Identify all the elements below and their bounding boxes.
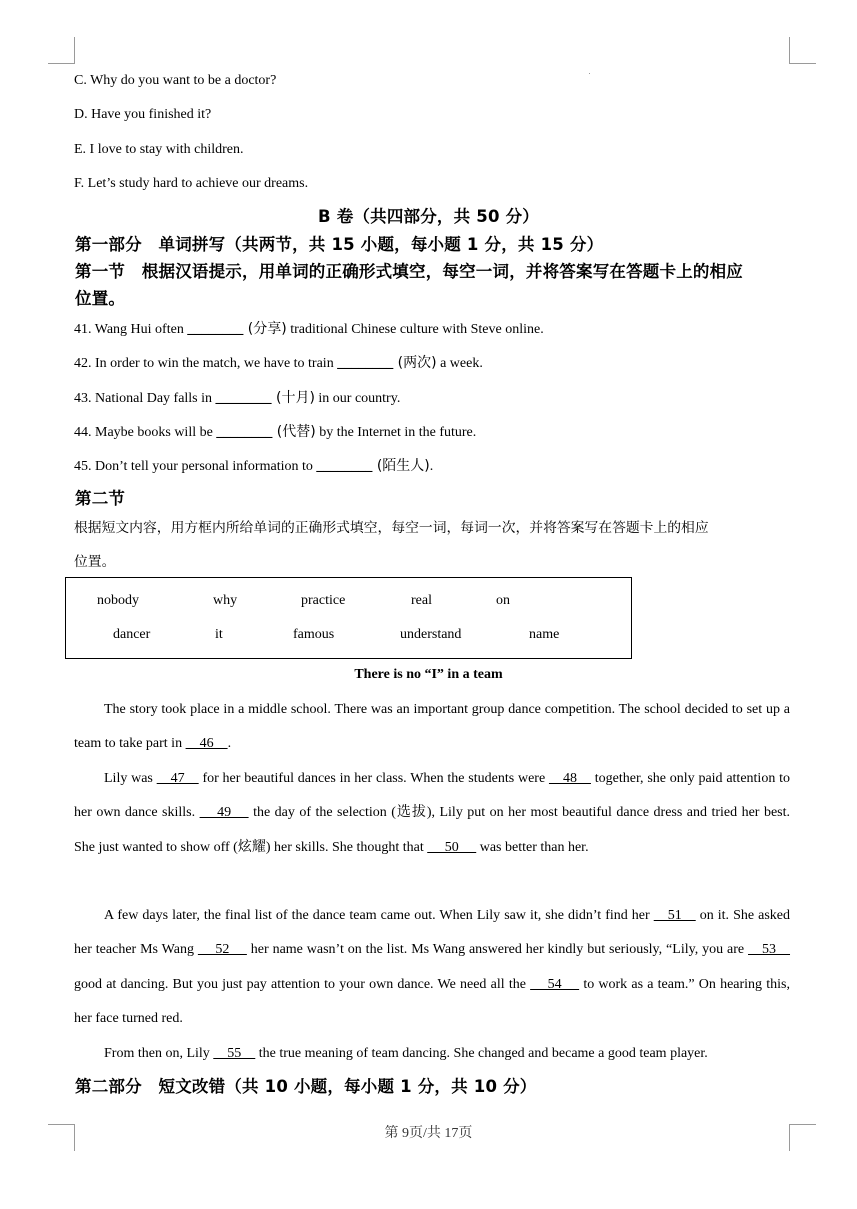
word-item: real bbox=[411, 593, 432, 608]
part1-title: 第一部分 单词拼写（共两节，共 15 小题，每小题 1 分，共 15 分） bbox=[75, 235, 604, 254]
part1-section2-instruction: 根据短文内容，用方框内所给单词的正确形式填空，每空一词，每词一次，并将答案写在答题卡上的相应 bbox=[74, 520, 709, 536]
passage-paragraph-3: A few days later, the final list of the dance team came out. When Lily saw it, she didn’t find her 51 on it. She asked her teacher Ms Wang 52 her name wasn’t on the list. Ms Wang answered her kindly but seriously, “Lily, you are 53 good at dancing. But you just pay attention to your own dance. We need all the 54 to work as a team.” On hearing this, her face turned red. bbox=[74, 899, 790, 1036]
answer-blank-48[interactable]: 48 bbox=[548, 771, 591, 786]
answer-blank-52[interactable]: 52 bbox=[197, 942, 247, 958]
passage-paragraph-1: The story took place in a middle school. There was an important group dance competition. The school decided to set up a team to take part in 46 . bbox=[74, 693, 790, 762]
answer-blank-45[interactable]: ________ bbox=[316, 459, 373, 474]
word-item: famous bbox=[293, 627, 335, 642]
part2-title: 第二部分 短文改错（共 10 小题，每小题 1 分，共 10 分） bbox=[75, 1077, 537, 1096]
speck bbox=[589, 73, 590, 74]
question-45: 45. Don’t tell your personal information to ________ (陌生人). bbox=[74, 458, 434, 474]
answer-blank-55[interactable]: 55 bbox=[213, 1046, 256, 1061]
answer-blank-41[interactable]: ________ bbox=[187, 322, 244, 337]
part1-section2-instruction-cont: 位置。 bbox=[74, 554, 116, 570]
page-number: 第 9页/共 17页 bbox=[384, 1126, 473, 1141]
answer-blank-50[interactable]: 50 bbox=[427, 839, 477, 855]
word-item: name bbox=[529, 627, 560, 642]
word-item: why bbox=[213, 593, 238, 608]
answer-blank-54[interactable]: 54 bbox=[530, 976, 580, 992]
answer-blank-46[interactable]: 46 bbox=[185, 736, 228, 752]
answer-blank-51[interactable]: 51 bbox=[653, 908, 696, 923]
section-b-title: B 卷（共四部分，共 50 分） bbox=[318, 207, 539, 226]
word-item: understand bbox=[400, 627, 462, 642]
word-item: it bbox=[215, 627, 223, 642]
word-item: practice bbox=[301, 593, 346, 608]
option-e: E. I love to stay with children. bbox=[74, 142, 244, 157]
question-42: 42. In order to win the match, we have to train ________ (两次) a week. bbox=[74, 355, 483, 371]
answer-blank-53[interactable]: 53 bbox=[748, 942, 791, 958]
passage-title: There is no “I” in a team bbox=[354, 667, 503, 682]
word-item: on bbox=[496, 593, 510, 608]
answer-blank-42[interactable]: ________ bbox=[337, 356, 394, 371]
word-box bbox=[65, 577, 632, 659]
question-43: 43. National Day falls in ________ (十月) in our country. bbox=[74, 390, 401, 406]
corner-mark-top-right bbox=[789, 37, 816, 64]
question-44: 44. Maybe books will be ________ (代替) by the Internet in the future. bbox=[74, 424, 477, 440]
option-c: C. Why do you want to be a doctor? bbox=[74, 73, 277, 88]
corner-mark-top-left bbox=[48, 37, 75, 64]
question-41: 41. Wang Hui often ________ (分享) traditional Chinese culture with Steve online. bbox=[74, 321, 544, 337]
option-d: D. Have you finished it? bbox=[74, 107, 212, 122]
answer-blank-43[interactable]: ________ bbox=[215, 391, 272, 406]
part1-section1-instruction-cont: 位置。 bbox=[75, 289, 126, 308]
passage-paragraph-4: From then on, Lily 55 the true meaning of team dancing. She changed and became a good team player. bbox=[74, 1037, 790, 1071]
part1-section1-instruction: 第一节 根据汉语提示，用单词的正确形式填空，每空一词，并将答案写在答题卡上的相应 bbox=[75, 262, 743, 281]
answer-blank-49[interactable]: 49 bbox=[199, 805, 249, 821]
answer-blank-44[interactable]: ________ bbox=[216, 425, 273, 440]
part1-section2-title: 第二节 bbox=[75, 489, 126, 508]
option-f: F. Let’s study hard to achieve our dreams. bbox=[74, 176, 309, 191]
word-item: dancer bbox=[113, 627, 151, 642]
answer-blank-47[interactable]: 47 bbox=[156, 771, 199, 786]
word-item: nobody bbox=[97, 593, 139, 608]
passage-paragraph-2: Lily was 47 for her beautiful dances in her class. When the students were 48 together, she only paid attention to her own dance skills. 49 the day of the selection (选拔), Lily put on her most beautiful dance dress and tried her best. She just wanted to show off (炫耀) her skills. She thought that 50 was better than her. bbox=[74, 762, 790, 865]
